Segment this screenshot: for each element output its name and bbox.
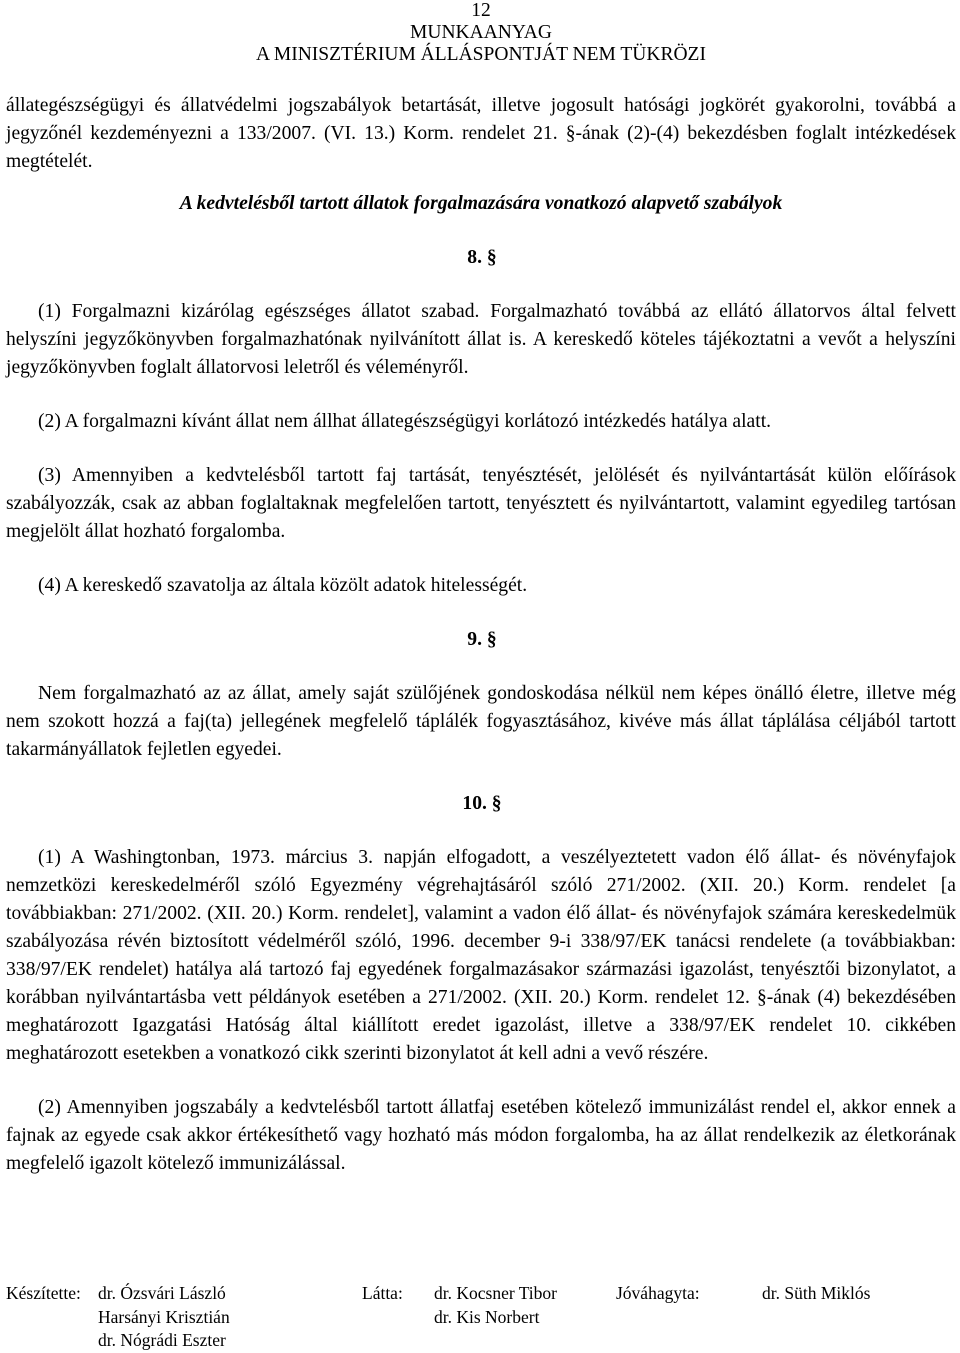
seen-names-col [434,1282,557,1329]
prepared-names-col [98,1282,230,1353]
document-page [6,0,956,1349]
section-10-paragraph-1: (1) A Washingtonban, 1973. március 3. napján elfogadott, a veszélyeztetett vadon élő állat- és növényfajok nemzetközi kereskedelméről szóló Egyezmény végrehajtásáról szóló 271/2002. (XII. 20.) Korm. rendelet [a továbbiakban: 271/2002. (XII. 20.) Korm. rendelet], valamint a vadon élő állat- és növényfajok számára kereskedelmük szabályozása révén biztosított védelméről szóló, 1996. december 9-i 338/97/EK tanácsi rendelete (a továbbiakban: 338/97/EK rendelet) hatálya alá tartozó faj egyedének forgalmazásakor származási igazolást, tenyésztői bizonylatot, a korábban nyilvántartásba vett példányok esetében a 271/2002. (XII. 20.) Korm. rendelet 12. §-ának (4) bekezdésében meghatározott Igazgatási Hatóság által kiállított eredet igazolást, illetve a 338/97/EK rendelet 10. cikkében meghatározott esetekben a vonatkozó cikk szerinti bizonylatot át kell adni a vevő részére. [6,847,956,1064]
seen-label-col [362,1282,403,1306]
seen-name: dr. Kis Norbert [434,1306,540,1327]
seen-name: dr. Kocsner Tibor [434,1283,557,1303]
section-8-paragraph-4: (4) A kereskedő szavatolja az általa közölt adatok hitelességét. [38,575,528,596]
section-10-paragraph-2: (2) Amennyiben jogszabály a kedvtelésből tartott állatfaj esetében kötelező immunizálást rendel el, akkor ennek a fajnak az egyede csak akkor értékesíthető vagy hozható más módon forgalomba, ha az állat rendelkezik az életkorának megfelelő igazolt kötelező immunizálással. [6,1097,956,1174]
disclaimer-line: A MINISZTÉRIUM ÁLLÁSPONTJÁT NEM TÜKRÖZI [256,44,706,65]
chapter-heading: A kedvtelésből tartott állatok forgalmazására vonatkozó alapvető szabályok [179,193,783,214]
section-8-paragraph-1: (1) Forgalmazni kizárólag egészséges állatot szabad. Forgalmazható továbbá az ellátó állatorvos által felvett helyszíni jegyzőkönyvben forgalmazhatónak nyilvánított állat is. A kereskedő köteles tájékoztatni a vevőt a helyszíni jegyzőkönyvben foglalt állatorvosi leletről és véleményről. [6,301,956,378]
section-10-heading: 10. § [462,793,502,814]
page-number: 12 [471,0,491,21]
approved-label: Jóváhagyta: [616,1283,700,1303]
section-8-paragraph-3: (3) Amennyiben a kedvtelésből tartott faj tartását, tenyésztését, jelölését és nyilvántartását külön előírások szabályozzák, csak az abban foglaltaknak megfelelően tartott, tenyésztett és nyilvántartott, valamint egyedileg tartósan megjelölt állat hozható forgalomba. [6,465,956,542]
section-8-paragraph-2: (2) A forgalmazni kívánt állat nem állhat állategészségügyi korlátozó intézkedés hatálya alatt. [38,411,772,432]
seen-label: Látta: [362,1283,403,1303]
prepared-name: Harsányi Krisztián [98,1306,230,1327]
prepared-label: Készítette: [6,1283,81,1303]
draft-label: MUNKAANYAG [410,22,552,43]
intro-paragraph: állategészségügyi és állatvédelmi jogszabályok betartását, illetve jogosult hatósági jogkörét gyakorolni, továbbá a jegyzőnél kezdeményezni a 133/2007. (VI. 13.) Korm. rendelet 21. §-ának (2)-(4) bekezdésben foglalt intézkedések megtételét. [6,95,956,172]
section-9-heading: 9. § [467,629,497,650]
prepared-name: dr. Ózsvári László [98,1283,226,1303]
approved-label-col [616,1282,700,1306]
approved-name: dr. Süth Miklós [762,1283,871,1303]
document-body [6,92,956,1178]
page-header [6,0,956,66]
prepared-label-col [6,1282,81,1306]
approved-names-col [762,1282,870,1306]
prepared-name: dr. Nógrádi Eszter [98,1330,226,1350]
section-8-heading: 8. § [467,247,497,268]
section-9-paragraph-1: Nem forgalmazható az az állat, amely saját szülőjének gondoskodása nélkül nem képes önálló életre, illetve még nem szokott hozzá a faj(ta) jellegének megfelelő táplálék fogyasztásához, kivéve más állat táplálása céljából tartott takarmányállatok fejletlen egyedei. [6,683,956,760]
